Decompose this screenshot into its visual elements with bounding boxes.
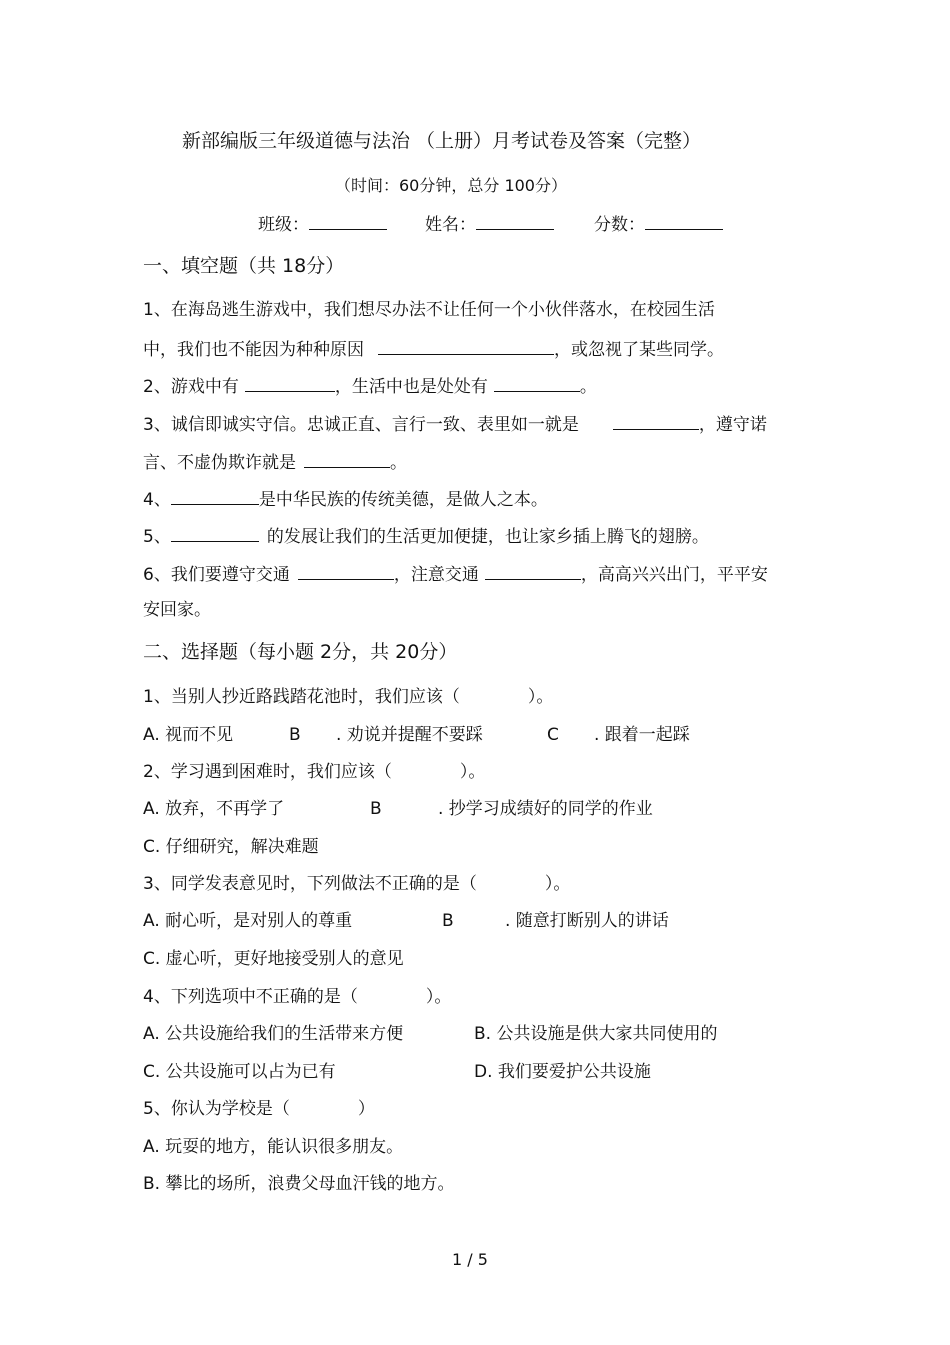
- choice-q1-option-b-letter[interactable]: B: [289, 725, 301, 745]
- fill-q3-text-b: ，遵守诺: [698, 415, 767, 435]
- fill-q2-text-b: ，生活中也是处处有: [334, 377, 488, 397]
- fill-q1-text-a: 中，我们也不能因为种种原因: [143, 340, 364, 360]
- fill-q1-line2: [143, 337, 724, 361]
- fill-q6-text-b: ，注意交通: [393, 565, 479, 585]
- fill-q6-line1: [143, 562, 768, 586]
- choice-q1-option-c-letter[interactable]: C: [547, 725, 559, 745]
- choice-q2-option-c[interactable]: C. 仔细研究，解决难题: [143, 837, 319, 857]
- choice-q3-option-c[interactable]: C. 虚心听，更好地接受别人的意见: [143, 949, 404, 969]
- score-field[interactable]: [645, 212, 723, 230]
- choice-q1-option-b[interactable]: . 劝说并提醒不要踩: [336, 725, 483, 745]
- choice-q4: 4、下列选项中不正确的是（ ）。: [143, 987, 452, 1007]
- choice-q1-option-c[interactable]: . 跟着一起踩: [594, 725, 690, 745]
- fill-q2-blank1[interactable]: [245, 374, 335, 392]
- fill-q5-text-a: 5、: [143, 527, 171, 547]
- choice-q4-option-b[interactable]: B. 公共设施是供大家共同使用的: [474, 1024, 718, 1044]
- fill-q3-blank2[interactable]: [304, 450, 390, 468]
- fill-q2: [143, 374, 597, 398]
- name-field[interactable]: [476, 212, 554, 230]
- fill-q3-line2: [143, 450, 407, 474]
- choice-q5-option-b[interactable]: B. 攀比的场所，浪费父母血汗钱的地方。: [143, 1174, 455, 1194]
- fill-q5: [143, 524, 709, 548]
- choice-q3-option-b-letter[interactable]: B: [442, 911, 454, 931]
- section1-heading: 一、填空题（共 18分）: [143, 255, 345, 277]
- class-field[interactable]: [309, 212, 387, 230]
- choice-q2-option-b[interactable]: . 抄学习成绩好的同学的作业: [438, 799, 653, 819]
- fill-q1-text-b: ，或忽视了某些同学。: [554, 340, 724, 360]
- fill-q2-text-c: 。: [579, 377, 597, 397]
- fill-q3-line1: [143, 412, 767, 436]
- fill-q3-text-c: 言、不虚伪欺诈就是: [143, 453, 296, 473]
- page-title: 新部编版三年级道德与法治 （上册）月考试卷及答案（完整）: [182, 130, 702, 152]
- fill-q6-text-a: 6、我们要遵守交通: [143, 565, 290, 585]
- choice-q4-option-d[interactable]: D. 我们要爱护公共设施: [474, 1062, 651, 1082]
- choice-q4-option-a[interactable]: A. 公共设施给我们的生活带来方便: [143, 1024, 404, 1044]
- choice-q2-option-a[interactable]: A. 放弃，不再学了: [143, 799, 285, 819]
- choice-q5: 5、你认为学校是（ ）: [143, 1099, 375, 1119]
- class-label: 班级：: [258, 215, 309, 235]
- fill-q1-line1: 1、在海岛逃生游戏中，我们想尽办法不让任何一个小伙伴落水，在校园生活: [143, 300, 715, 320]
- fill-q6-text-c: ，高高兴兴出门，平平安: [580, 565, 768, 585]
- fill-q5-blank[interactable]: [171, 524, 259, 542]
- fill-q4-text-b: 是中华民族的传统美德，是做人之本。: [258, 490, 548, 510]
- fill-q3-blank1[interactable]: [613, 412, 699, 430]
- choice-q4-option-c[interactable]: C. 公共设施可以占为已有: [143, 1062, 336, 1082]
- fill-q4-text-a: 4、: [143, 490, 171, 510]
- fill-q6-blank1[interactable]: [298, 562, 394, 580]
- info-row: [258, 212, 723, 236]
- name-label: 姓名：: [425, 215, 476, 235]
- fill-q3-text-d: 。: [390, 453, 407, 473]
- section2-heading: 二、选择题（每小题 2分，共 20分）: [143, 641, 458, 663]
- fill-q1-blank[interactable]: [378, 337, 554, 355]
- fill-q6-line2: 安回家。: [143, 600, 211, 620]
- choice-q1: 1、当别人抄近路践踏花池时，我们应该（ ）。: [143, 687, 554, 707]
- page-number: 1 / 5: [452, 1250, 488, 1269]
- choice-q2: 2、学习遇到困难时，我们应该（ ）。: [143, 762, 486, 782]
- fill-q4: [143, 487, 548, 511]
- fill-q3-text-a: 3、诚信即诚实守信。忠诚正直、言行一致、表里如一就是: [143, 415, 579, 435]
- choice-q3-option-b[interactable]: . 随意打断别人的讲话: [505, 911, 669, 931]
- choice-q5-option-a[interactable]: A. 玩耍的地方，能认识很多朋友。: [143, 1137, 404, 1157]
- fill-q2-text-a: 2、游戏中有: [143, 377, 239, 397]
- choice-q3: 3、同学发表意见时，下列做法不正确的是（ ）。: [143, 874, 571, 894]
- score-label: 分数：: [594, 215, 645, 235]
- fill-q5-text-b: 的发展让我们的生活更加便捷，也让家乡插上腾飞的翅膀。: [266, 527, 709, 547]
- choice-q1-option-a[interactable]: A. 视而不见: [143, 725, 234, 745]
- fill-q2-blank2[interactable]: [494, 374, 580, 392]
- fill-q4-blank[interactable]: [171, 487, 259, 505]
- fill-q6-blank2[interactable]: [485, 562, 581, 580]
- choice-q3-option-a[interactable]: A. 耐心听，是对别人的尊重: [143, 911, 353, 931]
- choice-q2-option-b-letter[interactable]: B: [370, 799, 382, 819]
- page-subtitle: （时间：60分钟，总分 100分）: [335, 176, 567, 195]
